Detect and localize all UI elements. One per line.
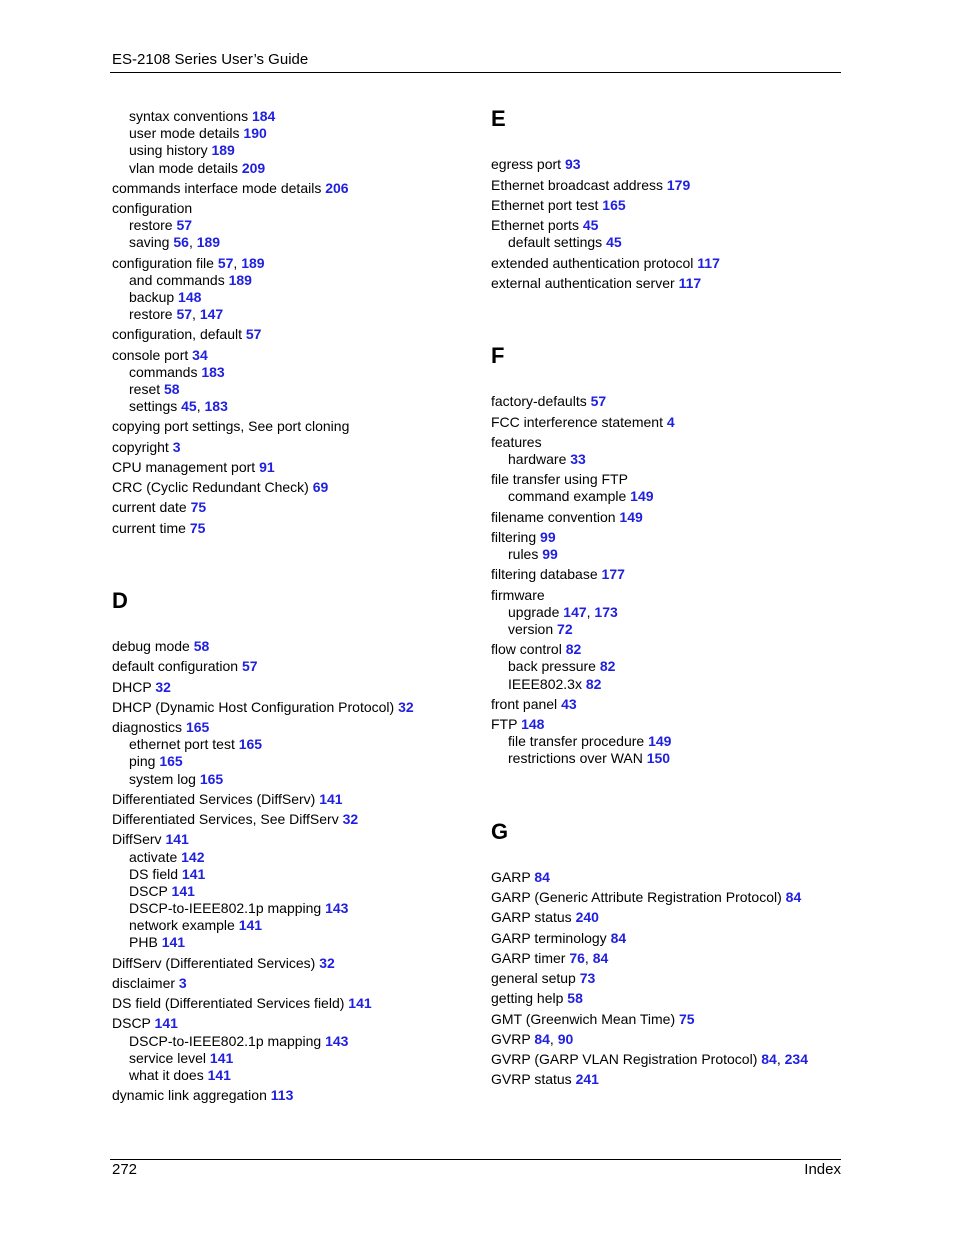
page-reference-link[interactable]: 165: [159, 753, 183, 769]
index-entry: [112, 791, 343, 808]
index-entry: [491, 716, 544, 733]
page-reference-link[interactable]: 189: [228, 272, 252, 288]
footer-page-number: 272: [112, 1161, 138, 1178]
page-reference-link[interactable]: 189: [196, 234, 221, 250]
index-term: FCC interference statement: [491, 414, 663, 430]
index-term: DSCP-to-IEEE802.1p mapping: [129, 1033, 322, 1049]
index-term: external authentication server: [491, 275, 675, 291]
index-term: upgrade: [508, 604, 560, 620]
index-term: service level: [129, 1050, 207, 1066]
index-entry: [112, 347, 208, 364]
page-reference-link[interactable]: 32: [342, 811, 359, 827]
index-subentry: [129, 217, 192, 234]
page-reference-link[interactable]: 84: [534, 1031, 550, 1047]
index-entry: [491, 909, 599, 926]
page-reference-link[interactable]: 4: [666, 414, 675, 430]
page-reference-link[interactable]: 209: [241, 160, 266, 176]
index-term: network example: [129, 917, 235, 933]
index-entry: [112, 418, 349, 435]
index-term: PHB: [129, 934, 158, 950]
page-reference-link[interactable]: 206: [325, 180, 349, 196]
page-reference-link[interactable]: 165: [185, 719, 210, 735]
index-subentry: [129, 736, 262, 753]
index-term: reset: [129, 381, 161, 397]
index-subentry: [508, 676, 601, 693]
index-term: commands: [129, 364, 198, 380]
index-subentry: saving 56, 189: [129, 234, 221, 250]
page-reference-link[interactable]: 190: [243, 125, 267, 141]
page-reference-link[interactable]: 3: [178, 975, 187, 991]
page-reference-link[interactable]: 177: [601, 566, 625, 582]
index-term: Ethernet broadcast address: [491, 177, 663, 193]
index-entry: [112, 679, 171, 696]
index-entry: [112, 1087, 293, 1104]
index-entry: GVRP (GARP VLAN Registration Protocol) 84, 234: [491, 1051, 808, 1067]
index-term: activate: [129, 849, 178, 865]
index-term: default settings: [508, 234, 603, 250]
index-subentry: [129, 289, 201, 306]
index-term: DSCP: [129, 883, 168, 899]
index-term: ethernet port test: [129, 736, 235, 752]
index-subentry: [508, 546, 558, 563]
index-term: configuration: [112, 200, 193, 216]
index-term: restrictions over WAN: [508, 750, 643, 766]
page-reference-link[interactable]: 57: [217, 255, 234, 271]
page-reference-link[interactable]: 148: [521, 716, 545, 732]
index-term: using history: [129, 142, 208, 158]
page-reference-link[interactable]: 82: [565, 641, 582, 657]
index-subentry: restore 57, 147: [129, 306, 224, 322]
page-reference-link[interactable]: 165: [238, 736, 263, 752]
index-entry: [491, 471, 628, 488]
index-entry: GARP timer 76, 84: [491, 950, 609, 966]
index-subentry: [129, 364, 225, 381]
index-entry: configuration file 57, 189: [112, 255, 265, 271]
section-letter-text: F: [491, 343, 505, 368]
index-term: GARP status: [491, 909, 572, 925]
index-entry: [112, 326, 261, 343]
index-entry: [491, 275, 701, 292]
page-reference-link[interactable]: 149: [619, 509, 643, 525]
index-term: getting help: [491, 990, 564, 1006]
index-term: rules: [508, 546, 539, 562]
index-term: GVRP: [491, 1031, 531, 1047]
page-reference-link[interactable]: 57: [245, 326, 262, 342]
index-entry: [112, 638, 209, 655]
page-reference-link[interactable]: 165: [199, 771, 224, 787]
index-term: filtering database: [491, 566, 598, 582]
index-term: factory-defaults: [491, 393, 587, 409]
index-subentry: [129, 125, 267, 142]
page-reference-link[interactable]: 173: [594, 604, 618, 620]
index-entry: [112, 479, 328, 496]
page-reference-link[interactable]: 234: [784, 1051, 808, 1067]
index-term: copying port settings, See port cloning: [112, 418, 350, 434]
index-term: filename convention: [491, 509, 616, 525]
index-entry: [112, 499, 206, 516]
index-entry: [491, 1011, 695, 1028]
index-entry: [491, 217, 598, 234]
index-term: saving: [129, 234, 170, 250]
index-subentry: [129, 883, 195, 900]
index-term: ping: [129, 753, 156, 769]
page-reference-link[interactable]: 84: [534, 869, 550, 885]
page-reference-link[interactable]: 141: [161, 934, 186, 950]
index-subentry: [129, 1067, 231, 1084]
footer-section: Index: [804, 1161, 841, 1178]
index-subentry: settings 45, 183: [129, 398, 228, 414]
page-reference-link[interactable]: 141: [171, 883, 195, 899]
index-subentry: upgrade 147, 173: [508, 604, 618, 620]
page-reference-link[interactable]: 3: [172, 439, 181, 455]
page-reference-link[interactable]: 75: [189, 520, 206, 536]
index-subentry: [129, 849, 205, 866]
page-reference-link[interactable]: 141: [154, 1015, 178, 1031]
index-term: what it does: [129, 1067, 204, 1083]
page-reference-link[interactable]: 149: [630, 488, 654, 504]
section-letter: [491, 344, 504, 368]
footer-rule: [110, 1159, 841, 1160]
page-reference-link[interactable]: 141: [209, 1050, 234, 1066]
index-term: Differentiated Services, See DiffServ: [112, 811, 339, 827]
index-term: configuration file: [112, 255, 214, 271]
index-term: current date: [112, 499, 187, 515]
page-reference-link[interactable]: 69: [312, 479, 329, 495]
page-reference-link[interactable]: 84: [785, 889, 802, 905]
index-term: diagnostics: [112, 719, 183, 735]
page-reference-link[interactable]: 33: [570, 451, 586, 467]
index-term: syntax conventions: [129, 108, 249, 124]
index-entry: [491, 529, 556, 546]
index-term: GARP: [491, 869, 531, 885]
index-term: GVRP status: [491, 1071, 572, 1087]
header-title: ES-2108 Series User’s Guide: [112, 51, 309, 68]
index-term: filtering: [491, 529, 537, 545]
page-reference-link[interactable]: 150: [646, 750, 671, 766]
index-subentry: [129, 160, 265, 177]
index-term: extended authentication protocol: [491, 255, 694, 271]
index-subentry: [508, 733, 671, 750]
index-term: FTP: [491, 716, 518, 732]
page-reference-link[interactable]: 45: [181, 398, 197, 414]
page-reference-link[interactable]: 45: [606, 234, 622, 250]
page-reference-link[interactable]: 58: [567, 990, 583, 1006]
page-reference-link[interactable]: 240: [575, 909, 599, 925]
page-reference-link[interactable]: 91: [259, 459, 275, 475]
index-entry: [112, 658, 258, 675]
index-term: DS field (Differentiated Services field): [112, 995, 345, 1011]
index-term: firmware: [491, 587, 545, 603]
page-reference-link[interactable]: 34: [192, 347, 208, 363]
index-entry: [491, 641, 581, 658]
page-reference-link[interactable]: 57: [176, 306, 193, 322]
index-entry: [491, 889, 801, 906]
index-term: IEEE802.3x: [508, 676, 582, 692]
index-term: console port: [112, 347, 189, 363]
page-reference-link[interactable]: 148: [178, 289, 202, 305]
index-term: current time: [112, 520, 186, 536]
index-entry: [112, 955, 335, 972]
index-subentry: [129, 272, 252, 289]
index-subentry: [129, 1050, 233, 1067]
index-term: version: [508, 621, 554, 637]
index-entry: [491, 990, 583, 1007]
index-term: DiffServ (Differentiated Services): [112, 955, 316, 971]
index-subentry: [129, 866, 205, 883]
index-term: default configuration: [112, 658, 239, 674]
index-term: back pressure: [508, 658, 596, 674]
index-term: features: [491, 434, 542, 450]
index-entry: [112, 1015, 178, 1032]
index-entry: [112, 439, 181, 456]
index-subentry: [129, 771, 223, 788]
index-term: vlan mode details: [129, 160, 238, 176]
section-letter: [112, 589, 128, 613]
index-subentry: [508, 488, 654, 505]
index-term: DSCP: [112, 1015, 151, 1031]
index-term: GARP (Generic Attribute Registration Protocol): [491, 889, 782, 905]
page-reference-link[interactable]: 82: [599, 658, 616, 674]
page-reference-link[interactable]: 82: [585, 676, 602, 692]
page-reference-link[interactable]: 113: [270, 1087, 294, 1103]
index-entry: [491, 177, 690, 194]
index-entry: [491, 1071, 599, 1088]
page-reference-link[interactable]: 141: [181, 866, 206, 882]
page-reference-link[interactable]: 57: [176, 217, 193, 233]
index-term: GMT (Greenwich Mean Time): [491, 1011, 676, 1027]
page-reference-link[interactable]: 58: [164, 381, 180, 397]
index-term: hardware: [508, 451, 567, 467]
index-term: DiffServ: [112, 831, 162, 847]
page-reference-link[interactable]: 143: [325, 900, 349, 916]
page-reference-link[interactable]: 241: [575, 1071, 599, 1087]
index-entry: [491, 414, 675, 431]
index-term: file transfer using FTP: [491, 471, 628, 487]
page-reference-link[interactable]: 76: [569, 950, 585, 966]
page-reference-link[interactable]: 189: [241, 255, 265, 271]
page-reference-link[interactable]: 141: [207, 1067, 231, 1083]
page-reference-link[interactable]: 84: [761, 1051, 777, 1067]
index-term: egress port: [491, 156, 562, 172]
index-term: GVRP (GARP VLAN Registration Protocol): [491, 1051, 758, 1067]
page-reference-link[interactable]: 57: [241, 658, 258, 674]
index-term: debug mode: [112, 638, 190, 654]
index-entry: [112, 699, 414, 716]
page-reference-link[interactable]: 43: [561, 696, 577, 712]
index-term: GARP terminology: [491, 930, 607, 946]
index-term: command example: [508, 488, 627, 504]
page-reference-link[interactable]: 141: [238, 917, 263, 933]
index-term: user mode details: [129, 125, 240, 141]
index-subentry: [508, 658, 615, 675]
index-term: restore: [129, 217, 173, 233]
page-reference-link[interactable]: 149: [648, 733, 672, 749]
index-subentry: [129, 917, 262, 934]
index-entry: [112, 459, 275, 476]
index-entry: [112, 831, 189, 848]
index-entry: [491, 566, 625, 583]
index-term: restore: [129, 306, 173, 322]
index-term: dynamic link aggregation: [112, 1087, 267, 1103]
page-reference-link[interactable]: 84: [592, 950, 609, 966]
index-term: front panel: [491, 696, 558, 712]
page-reference-link[interactable]: 32: [398, 699, 414, 715]
index-entry: [112, 180, 349, 197]
index-subentry: [129, 753, 183, 770]
page-reference-link[interactable]: 57: [590, 393, 607, 409]
index-entry: [491, 696, 577, 713]
index-entry: [491, 509, 643, 526]
index-subentry: [129, 108, 275, 125]
index-subentry: [508, 451, 586, 468]
page-reference-link[interactable]: 142: [181, 849, 205, 865]
index-subentry: [129, 900, 348, 917]
page-reference-link[interactable]: 189: [211, 142, 235, 158]
index-term: DHCP: [112, 679, 152, 695]
index-subentry: [129, 934, 185, 951]
index-entry: [491, 393, 606, 410]
page-reference-link[interactable]: 165: [602, 197, 626, 213]
index-entry: [491, 970, 595, 987]
section-letter-text: G: [491, 819, 509, 844]
index-term: general setup: [491, 970, 576, 986]
page-reference-link[interactable]: 99: [540, 529, 556, 545]
index-subentry: [508, 621, 573, 638]
index-term: Ethernet ports: [491, 217, 579, 233]
index-entry: [491, 930, 626, 947]
index-term: disclaimer: [112, 975, 176, 991]
page-reference-link[interactable]: 147: [563, 604, 587, 620]
index-entry: [112, 520, 205, 537]
index-entry: GVRP 84, 90: [491, 1031, 574, 1047]
page-reference-link[interactable]: 75: [190, 499, 207, 515]
index-term: file transfer procedure: [508, 733, 645, 749]
page-reference-link[interactable]: 143: [325, 1033, 349, 1049]
index-subentry: [508, 750, 670, 767]
page-reference-link[interactable]: 84: [610, 930, 627, 946]
index-term: and commands: [129, 272, 225, 288]
index-entry: [112, 200, 192, 217]
page-reference-link[interactable]: 93: [564, 156, 581, 172]
section-letter: [491, 820, 508, 844]
page-reference-link[interactable]: 141: [348, 995, 372, 1011]
index-entry: [112, 995, 372, 1012]
index-term: GARP timer: [491, 950, 566, 966]
section-letter: [491, 107, 506, 131]
page-reference-link[interactable]: 183: [201, 364, 225, 380]
page-reference-link[interactable]: 141: [165, 831, 189, 847]
index-term: copyright: [112, 439, 169, 455]
page-reference-link[interactable]: 90: [557, 1031, 574, 1047]
page-reference-link[interactable]: 183: [204, 398, 228, 414]
page-reference-link[interactable]: 147: [199, 306, 224, 322]
page-reference-link[interactable]: 32: [155, 679, 171, 695]
page-reference-link[interactable]: 117: [678, 275, 702, 291]
page-reference-link[interactable]: 73: [579, 970, 596, 986]
index-subentry: [129, 381, 180, 398]
index-term: Ethernet port test: [491, 197, 599, 213]
index-term: commands interface mode details: [112, 180, 322, 196]
page-reference-link[interactable]: 32: [319, 955, 335, 971]
index-subentry: [508, 234, 622, 251]
page-reference-link[interactable]: 184: [251, 108, 276, 124]
section-letter-text: D: [112, 588, 128, 613]
section-letter-text: E: [491, 106, 506, 131]
index-term: backup: [129, 289, 175, 305]
page-reference-link[interactable]: 99: [542, 546, 558, 562]
page-reference-link[interactable]: 75: [679, 1011, 695, 1027]
header-rule: [110, 72, 841, 73]
index-entry: [491, 587, 545, 604]
index-term: Differentiated Services (DiffServ): [112, 791, 316, 807]
index-entry: [491, 869, 550, 886]
index-subentry: [129, 1033, 348, 1050]
index-entry: [491, 255, 720, 272]
index-term: settings: [129, 398, 178, 414]
index-entry: [491, 434, 542, 451]
index-term: CPU management port: [112, 459, 256, 475]
index-term: configuration, default: [112, 326, 242, 342]
page-reference-link[interactable]: 56: [173, 234, 189, 250]
index-term: DHCP (Dynamic Host Configuration Protocol): [112, 699, 395, 715]
index-term: flow control: [491, 641, 562, 657]
page-reference-link[interactable]: 72: [557, 621, 573, 637]
index-entry: [112, 719, 209, 736]
index-entry: [112, 975, 187, 992]
index-term: DS field: [129, 866, 179, 882]
index-term: CRC (Cyclic Redundant Check): [112, 479, 309, 495]
index-subentry: [129, 142, 235, 159]
page-reference-link[interactable]: 45: [582, 217, 599, 233]
page-reference-link[interactable]: 117: [697, 255, 720, 271]
page-reference-link[interactable]: 58: [193, 638, 210, 654]
index-term: DSCP-to-IEEE802.1p mapping: [129, 900, 322, 916]
index-entry: [491, 197, 626, 214]
page-reference-link[interactable]: 141: [319, 791, 343, 807]
index-entry: [491, 156, 581, 173]
index-entry: [112, 811, 358, 828]
page-reference-link[interactable]: 179: [666, 177, 691, 193]
index-term: system log: [129, 771, 196, 787]
